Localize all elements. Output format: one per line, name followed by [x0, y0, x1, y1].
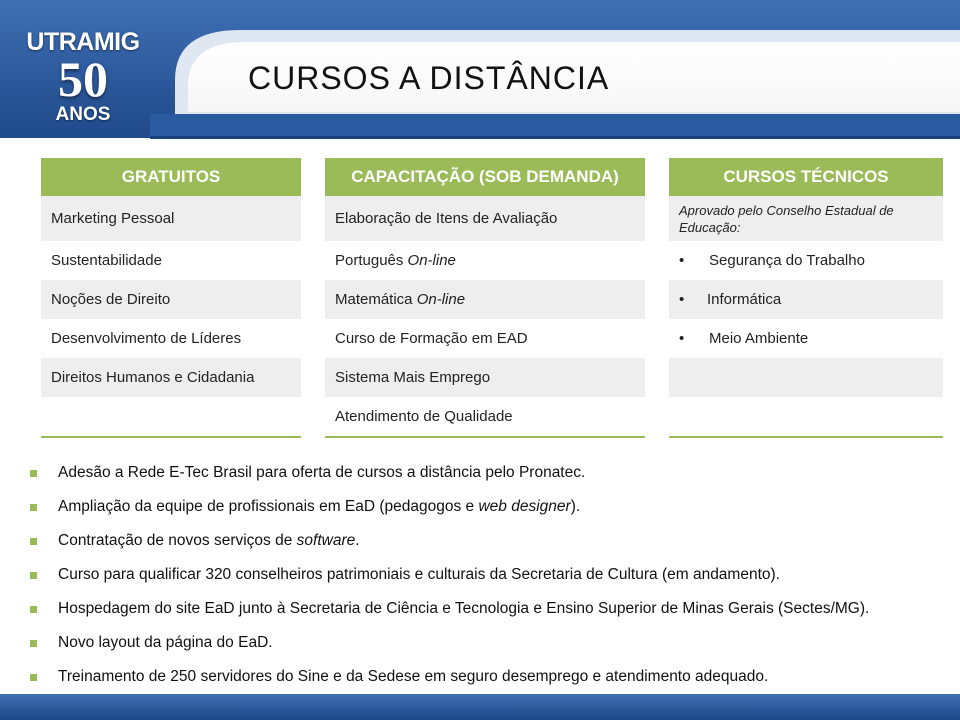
table-row — [325, 196, 645, 241]
table-row — [325, 241, 645, 280]
table-row — [669, 358, 943, 397]
table-row — [669, 397, 943, 436]
row-text: Meio Ambiente — [709, 330, 809, 347]
list-item — [30, 592, 950, 626]
table-cursos-tecnicos — [669, 158, 943, 438]
bullet-square-icon — [30, 640, 37, 647]
list-item-italic: software — [296, 532, 356, 549]
list-item-text: Ampliação da equipe de profissionais em EaD (pedagogos e — [58, 498, 479, 515]
list-item-italic: web designer — [478, 498, 571, 515]
utramig-logo — [18, 14, 158, 134]
column-header: CURSOS TÉCNICOS — [669, 158, 943, 196]
table-row — [669, 319, 943, 358]
table-row — [41, 397, 301, 436]
list-item — [30, 626, 950, 660]
bullet-square-icon — [30, 606, 37, 613]
list-item-text: Hospedagem do site EaD junto à Secretaria de Ciência e Tecnologia e Ensino Superior de Minas Gerais (Sectes/MG). — [58, 600, 870, 617]
table-capacitacao — [325, 158, 645, 438]
table-row: Noções de Direito — [41, 280, 301, 319]
slide-header — [0, 0, 960, 150]
list-item-text: Contratação de novos serviços de — [58, 532, 297, 549]
list-item — [30, 524, 950, 558]
table-row: Desenvolvimento de Líderes — [41, 319, 301, 358]
list-item-text: Novo layout da página do EaD. — [58, 634, 273, 651]
table-gratuitos — [41, 158, 301, 438]
row-text: Elaboração de Itens de Avaliação — [335, 210, 558, 227]
column-divider — [41, 436, 301, 438]
bullet-icon: • — [679, 291, 685, 308]
bullet-square-icon — [30, 674, 37, 681]
row-text: Português — [335, 252, 408, 269]
highlights-list — [30, 456, 950, 694]
bullet-square-icon — [30, 504, 37, 511]
list-item-text-end: ). — [570, 498, 581, 515]
list-item — [30, 558, 950, 592]
list-item-text: Adesão a Rede E-Tec Brasil para oferta de cursos a distância pelo Pronatec. — [58, 464, 586, 481]
list-item — [30, 456, 950, 490]
column-divider — [325, 436, 645, 438]
table-row: Sustentabilidade — [41, 241, 301, 280]
row-text: Atendimento de Qualidade — [335, 408, 513, 425]
table-row: Marketing Pessoal — [41, 196, 301, 241]
bullet-square-icon — [30, 538, 37, 545]
list-item — [30, 660, 950, 694]
bullet-icon: • — [679, 330, 685, 347]
row-text: Curso de Formação em EAD — [335, 330, 528, 347]
list-item-text-end: . — [355, 532, 360, 549]
footer-bar — [0, 694, 960, 720]
row-text-italic: On-line — [416, 291, 466, 308]
table-row — [325, 319, 645, 358]
row-text: Sistema Mais Emprego — [335, 369, 491, 386]
row-text: Informática — [707, 291, 782, 308]
column-header: CAPACITAÇÃO (SOB DEMANDA) — [325, 158, 645, 196]
table-row — [325, 358, 645, 397]
table-row: Direitos Humanos e Cidadania — [41, 358, 301, 397]
bullet-icon: • — [679, 252, 685, 269]
row-text: Segurança do Trabalho — [709, 252, 865, 269]
page-title: CURSOS A DISTÂNCIA — [248, 60, 610, 96]
logo-anniversary-suffix: ANOS — [55, 104, 111, 125]
logo-anniversary-number: 50 — [58, 51, 108, 107]
list-item-text: Treinamento de 250 servidores do Sine e da Sedese em seguro desemprego e atendimento adequado. — [58, 668, 769, 685]
bullet-square-icon — [30, 470, 37, 477]
list-item-text: Curso para qualificar 320 conselheiros patrimoniais e culturais da Secretaria de Cultura (em andamento). — [58, 566, 780, 583]
column-header: GRATUITOS — [41, 158, 301, 196]
table-row — [325, 397, 645, 436]
table-row — [325, 280, 645, 319]
row-text: Matemática — [335, 291, 417, 308]
list-item — [30, 490, 950, 524]
table-note: Aprovado pelo Conselho Estadual de Educação: — [669, 196, 943, 241]
bullet-square-icon — [30, 572, 37, 579]
table-row — [669, 241, 943, 280]
table-row — [669, 280, 943, 319]
column-divider — [669, 436, 943, 438]
row-text-italic: On-line — [407, 252, 456, 269]
logo-brand: UTRAMIG — [26, 28, 140, 56]
